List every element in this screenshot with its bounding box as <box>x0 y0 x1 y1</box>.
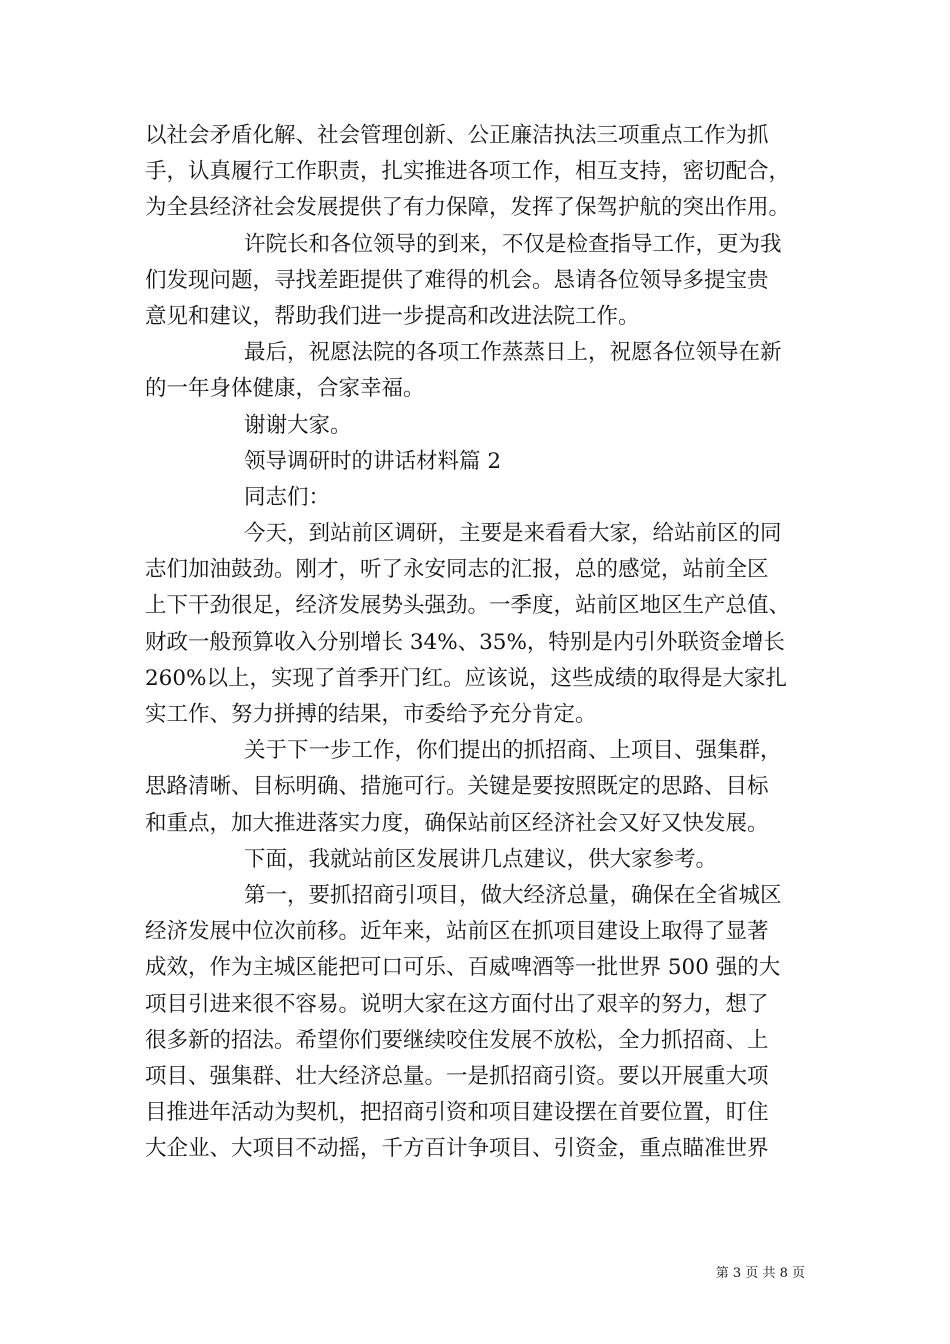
text-line: 许院长和各位领导的到来，不仅是检查指导工作，更为我 <box>244 231 782 257</box>
page-footer: 第 3 页 共 8 页 <box>715 1266 805 1281</box>
text-line: 同志们： <box>244 484 331 510</box>
text-line: 260%以上，实现了首季开门红。应该说，这些成绩的取得是大家扎 <box>145 665 787 691</box>
text-line: 成效，作为主城区能把可口可乐、百威啤酒等一批世界 500 强的大 <box>145 955 781 981</box>
text-line: 志们加油鼓劲。刚才，听了永安同志的汇报，总的感觉，站前全区 <box>145 557 769 583</box>
text-line: 领导调研时的讲话材料篇 2 <box>244 448 502 474</box>
text-line: 大企业、大项目不动摇，千方百计争项目、引资金，重点瞄准世界 <box>145 1136 769 1162</box>
text-line: 财政一般预算收入分别增长 34%、35%，特别是内引外联资金增长 <box>145 629 785 655</box>
text-line: 谢谢大家。 <box>244 412 352 438</box>
text-line: 项目引进来很不容易。说明大家在这方面付出了艰辛的努力，想了 <box>145 991 769 1017</box>
document-body <box>145 118 815 1167</box>
text-line: 手，认真履行工作职责，扎实推进各项工作，相互支持，密切配合， <box>145 159 791 185</box>
text-line: 们发现问题，寻找差距提供了难得的机会。恳请各位领导多提宝贵 <box>145 267 769 293</box>
text-line: 下面，我就站前区发展讲几点建议，供大家参考。 <box>244 846 718 872</box>
text-line: 关于下一步工作，你们提出的抓招商、上项目、强集群， <box>244 738 782 764</box>
text-line: 以社会矛盾化解、社会管理创新、公正廉洁执法三项重点工作为抓 <box>145 123 769 148</box>
text-line: 和重点，加大推进落实力度，确保站前区经济社会又好又快发展。 <box>145 810 769 836</box>
text-line: 目推进年活动为契机，把招商引资和项目建设摆在首要位置，盯住 <box>145 1100 769 1126</box>
text-line: 很多新的招法。希望你们要继续咬住发展不放松，全力抓招商、上 <box>145 1027 769 1053</box>
text-line: 最后，祝愿法院的各项工作蒸蒸日上，祝愿各位领导在新 <box>244 340 782 366</box>
text-line: 上下干劲很足，经济发展势头强劲。一季度，站前区地区生产总值、 <box>145 593 791 619</box>
text-line: 的一年身体健康，合家幸福。 <box>145 376 425 402</box>
text-line: 经济发展中位次前移。近年来，站前区在抓项目建设上取得了显著 <box>145 919 769 945</box>
text-line: 意见和建议，帮助我们进一步提高和改进法院工作。 <box>145 303 640 329</box>
text-line: 实工作、努力拼搏的结果，市委给予充分肯定。 <box>145 702 597 727</box>
text-line: 项目、强集群、壮大经济总量。一是抓招商引资。要以开展重大项 <box>145 1063 769 1089</box>
text-line: 为全县经济社会发展提供了有力保障，发挥了保驾护航的突出作用。 <box>145 195 791 221</box>
text-line: 第一，要抓招商引项目，做大经济总量，确保在全省城区 <box>244 882 782 908</box>
text-line: 思路清晰、目标明确、措施可行。关键是要按照既定的思路、目标 <box>145 774 769 800</box>
text-line: 今天，到站前区调研，主要是来看看大家，给站前区的同 <box>244 521 782 547</box>
